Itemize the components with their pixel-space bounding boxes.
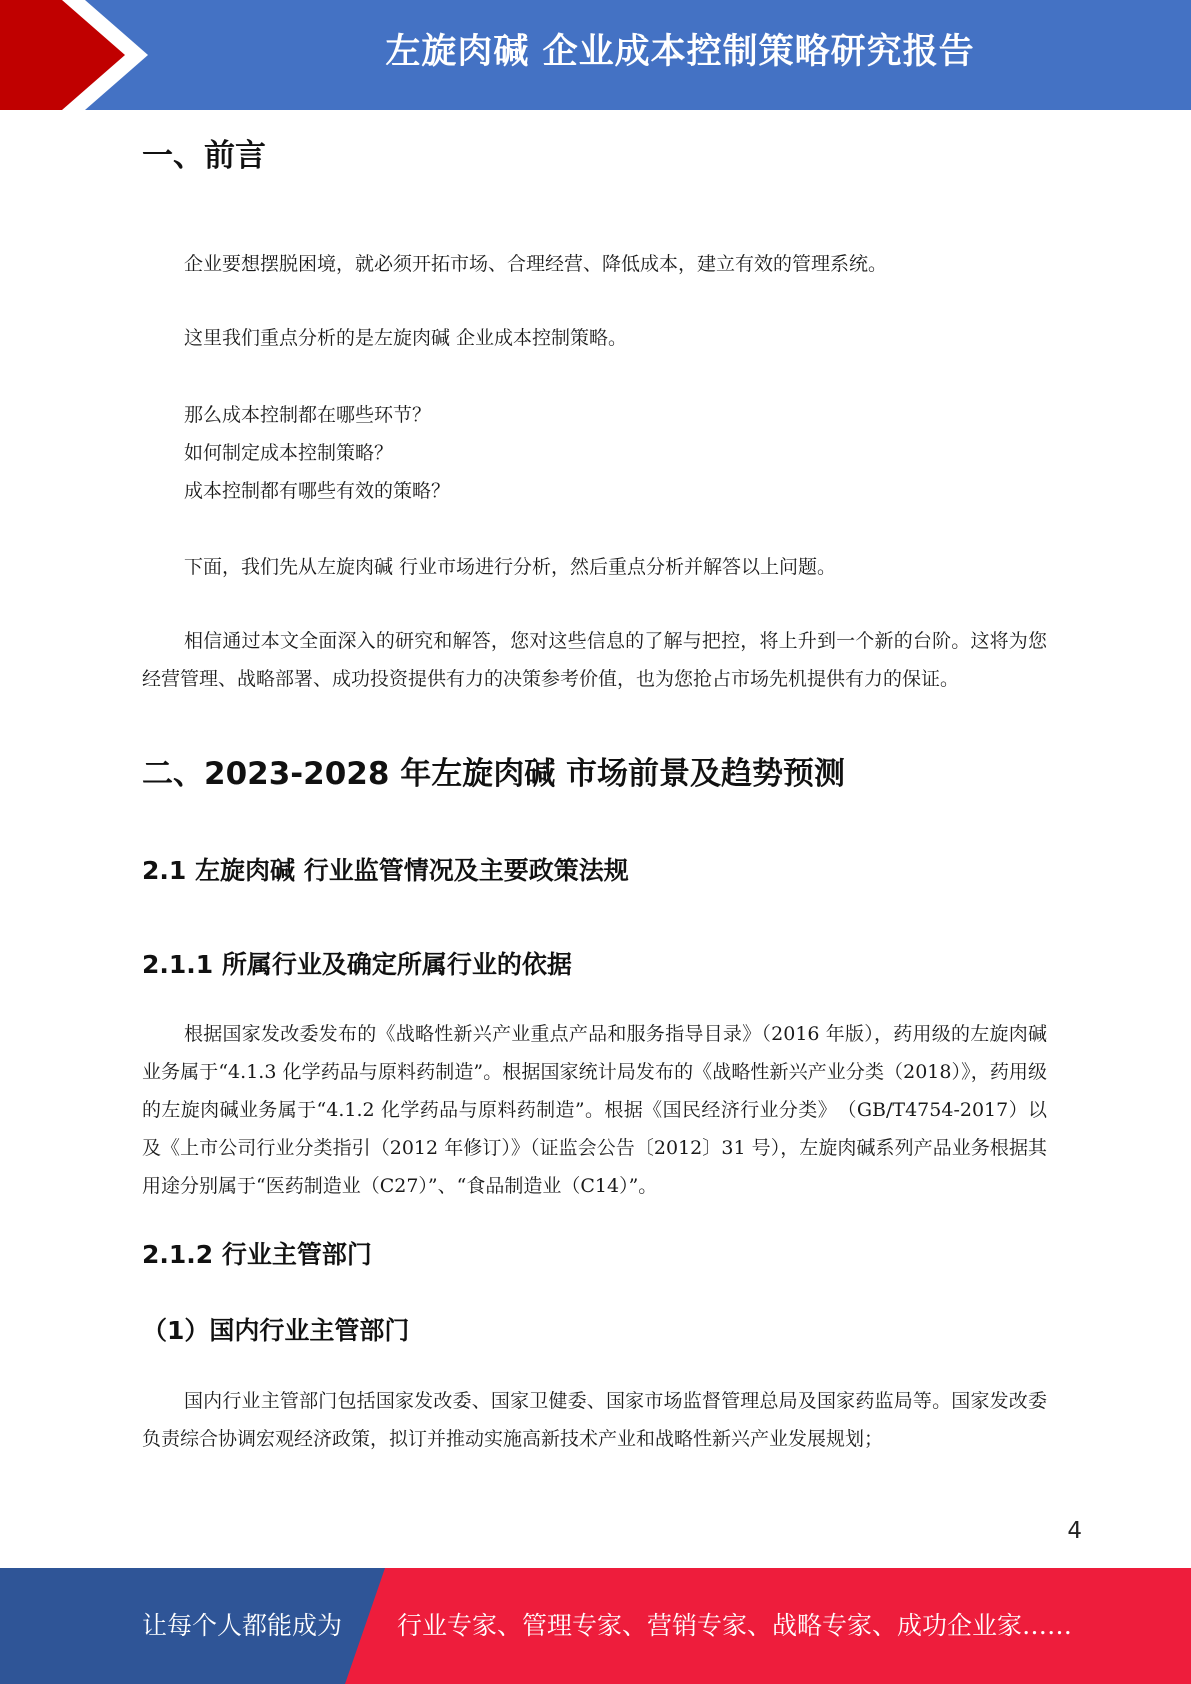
- header-arrow-decoration: [0, 0, 260, 110]
- footer-slogan-right: 行业专家、管理专家、营销专家、战略专家、成功企业家……: [397, 1611, 1073, 1640]
- subsubsection-heading-industry-basis: 2.1.1 所属行业及确定所属行业的依据: [142, 950, 572, 979]
- question-line: 成本控制都有哪些有效的策略？: [184, 480, 451, 502]
- page-number: 4: [1067, 1518, 1082, 1544]
- section-heading-market-outlook: 二、2023-2028 年左旋肉碱 市场前景及趋势预测: [142, 756, 846, 792]
- page-footer-band: [0, 1568, 1191, 1684]
- question-line: 那么成本控制都在哪些环节？: [184, 404, 432, 426]
- document-body: [142, 130, 1047, 1458]
- paragraph: 下面，我们先从左旋肉碱 行业市场进行分析，然后重点分析并解答以上问题。: [184, 556, 837, 578]
- paragraph: 国内行业主管部门包括国家发改委、国家卫健委、国家市场监督管理总局及国家药监局等。国家发改委负责综合协调宏观经济政策，拟订并推动实施高新技术产业和战略性新兴产业发展规划；: [142, 1390, 1047, 1450]
- item-heading-domestic-authorities: （1）国内行业主管部门: [142, 1316, 410, 1345]
- subsubsection-heading-authorities: 2.1.2 行业主管部门: [142, 1240, 372, 1269]
- section-heading-preface: 一、前言: [142, 138, 266, 174]
- paragraph: 这里我们重点分析的是左旋肉碱 企业成本控制策略。: [184, 327, 628, 349]
- paragraph: 企业要想摆脱困境，就必须开拓市场、合理经营、降低成本，建立有效的管理系统。: [184, 253, 888, 275]
- paragraph: 相信通过本文全面深入的研究和解答，您对这些信息的了解与把控，将上升到一个新的台阶。这将为您经营管理、战略部署、成功投资提供有力的决策参考价值，也为您抢占市场先机提供有力的保证。: [142, 630, 1047, 690]
- paragraph: 根据国家发改委发布的《战略性新兴产业重点产品和服务指导目录》（2016 年版），药用级的左旋肉碱业务属于“4.1.3 化学药品与原料药制造”。根据国家统计局发布的《战略性新兴产业分类（2018）》，药用级的左旋肉碱业务属于“4.1.2 化学药品与原料药制造”。根据《国民经济行业分类》 （GB/T4754-2017）以及《上市公司行业分类指引（2012 年修订）》（证监会公告〔2012〕31 号），左旋肉碱系列产品业务根据其用途分别属于“医药制造业（C27）”、“食品制造业（C14）”。: [142, 1023, 1047, 1197]
- footer-slogan-left: 让每个人都能成为: [142, 1611, 343, 1640]
- question-line: 如何制定成本控制策略？: [184, 442, 394, 464]
- subsection-heading-regulation: 2.1 左旋肉碱 行业监管情况及主要政策法规: [142, 856, 629, 885]
- report-title: 左旋肉碱 企业成本控制策略研究报告: [385, 32, 975, 72]
- page-header-band: [0, 0, 1191, 110]
